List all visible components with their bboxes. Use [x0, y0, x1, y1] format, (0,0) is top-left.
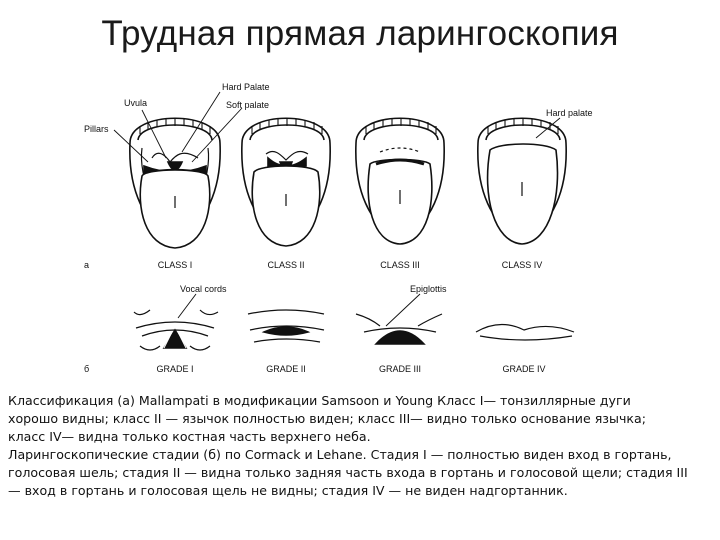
- grade-3-label: GRADE III: [378, 364, 422, 374]
- airway-classification-figure: [80, 78, 620, 378]
- larynx-grade-3: [356, 314, 442, 344]
- mouth-class-3: [356, 118, 444, 244]
- label-epiglottis: Epiglottis: [410, 284, 447, 294]
- label-uvula: Uvula: [124, 98, 148, 108]
- caption-line: Ларингоскопические стадии (б) по Cormack и Lehane. Стадия I — полностью виден вход в гортань,: [8, 447, 672, 462]
- label-pillars: Pillars: [84, 124, 109, 134]
- caption-line: — вход в гортань и голосовая щель не видны; стадия IV — не виден надгортанник.: [8, 483, 568, 498]
- class-2-label: CLASS II: [267, 260, 305, 270]
- mouth-class-2: [242, 118, 330, 246]
- larynx-grade-4: [476, 324, 574, 340]
- class-3-label: CLASS III: [380, 260, 420, 270]
- label-vocal-cords: Vocal cords: [180, 284, 227, 294]
- caption-line: хорошо видны; класс II — язычок полностью виден; класс III— видно только основание язычка;: [8, 411, 646, 426]
- figure-caption: [8, 392, 708, 500]
- mallampati-cormack-diagram: [80, 78, 620, 378]
- grade-4-label: GRADE IV: [502, 364, 546, 374]
- part-a-letter: а: [84, 260, 90, 270]
- part-b-letter: б: [84, 364, 90, 374]
- caption-line: Классификация (а) Mallampati в модификации Samsoon и Young Класс I— тонзиллярные дуги: [8, 393, 631, 408]
- label-soft-palate: Soft palate: [226, 100, 270, 110]
- label-hard-palate-right: Hard palate: [546, 108, 593, 118]
- slide-title: Трудная прямая ларингоскопия: [101, 14, 619, 53]
- class-4-label: CLASS IV: [501, 260, 543, 270]
- grade-1-label: GRADE I: [156, 364, 194, 374]
- larynx-grade-2: [248, 310, 324, 342]
- mouth-class-1: [130, 118, 220, 248]
- label-hard-palate: Hard Palate: [222, 82, 270, 92]
- larynx-grade-1: [134, 310, 218, 350]
- caption-line: голосовая шель; стадия II — видна только задняя часть входа в гортань и голосовой щели; стадия III: [8, 465, 688, 480]
- caption-line: класс IV— видна только костная часть верхнего неба.: [8, 429, 371, 444]
- grade-2-label: GRADE II: [266, 364, 306, 374]
- mouth-class-4: [478, 118, 566, 244]
- class-1-label: CLASS I: [157, 260, 193, 270]
